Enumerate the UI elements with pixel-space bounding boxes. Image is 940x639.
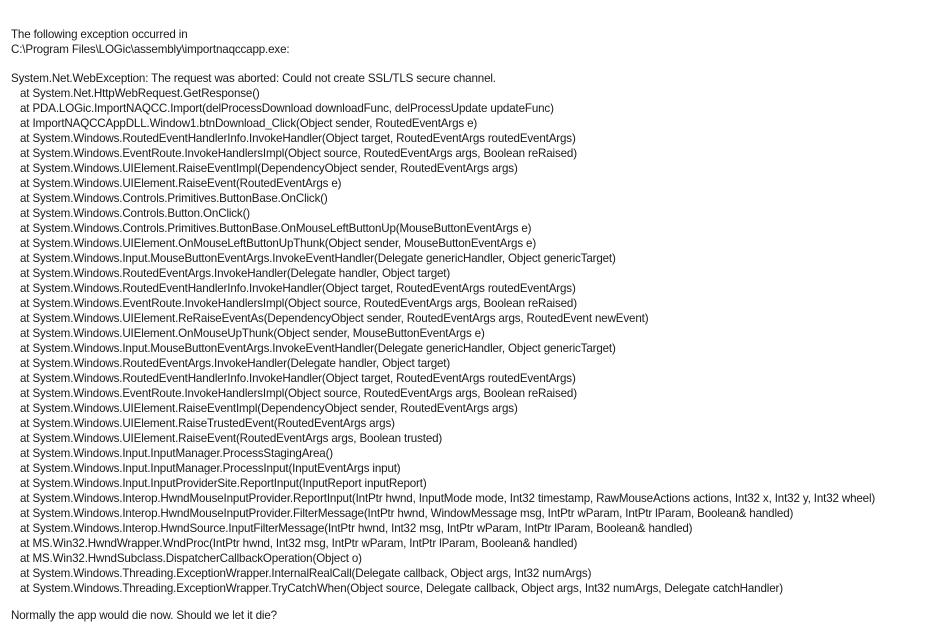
stack-frame: at System.Windows.Interop.HwndSource.InputFilterMessage(IntPtr hwnd, Int32 msg, IntPtr wParam, IntPtr lParam, Boolean& handled)	[20, 522, 693, 535]
stack-frame: at System.Windows.UIElement.RaiseEventImpl(DependencyObject sender, RoutedEventArgs args)	[20, 162, 518, 175]
stack-frame: at System.Windows.Controls.Primitives.ButtonBase.OnMouseLeftButtonUp(MouseButtonEventArgs e)	[20, 222, 532, 235]
stack-frame: at PDA.LOGic.ImportNAQCC.Import(delProcessDownload downloadFunc, delProcessUpdate updateFunc)	[20, 102, 554, 115]
exception-message: System.Net.WebException: The request was aborted: Could not create SSL/TLS secure channel.	[11, 72, 496, 85]
stack-frame: at System.Windows.RoutedEventHandlerInfo.InvokeHandler(Object target, RoutedEventArgs routedEventArgs)	[20, 282, 576, 295]
stack-frame: at System.Windows.UIElement.RaiseEvent(RoutedEventArgs e)	[20, 177, 342, 190]
stack-frame: at System.Windows.Interop.HwndMouseInputProvider.FilterMessage(IntPtr hwnd, WindowMessage msg, IntPtr wParam, IntPtr lParam, Boolean& handled)	[20, 507, 794, 520]
stack-frame: at System.Net.HttpWebRequest.GetResponse()	[20, 87, 260, 100]
stack-frame: at MS.Win32.HwndWrapper.WndProc(IntPtr hwnd, Int32 msg, IntPtr wParam, IntPtr lParam, Boolean& handled)	[20, 537, 578, 550]
stack-frame: at System.Windows.Input.MouseButtonEventArgs.InvokeEventHandler(Delegate genericHandler, Object genericTarget)	[20, 252, 616, 265]
stack-frame: at System.Windows.RoutedEventHandlerInfo.InvokeHandler(Object target, RoutedEventArgs routedEventArgs)	[20, 372, 576, 385]
stack-frame: at System.Windows.EventRoute.InvokeHandlersImpl(Object source, RoutedEventArgs args, Boolean reRaised)	[20, 147, 577, 160]
stack-frame: at System.Windows.Input.InputManager.ProcessInput(InputEventArgs input)	[20, 462, 401, 475]
stack-frame: at System.Windows.EventRoute.InvokeHandlersImpl(Object source, RoutedEventArgs args, Boolean reRaised)	[20, 387, 577, 400]
stack-frame: at System.Windows.UIElement.RaiseTrustedEvent(RoutedEventArgs args)	[20, 417, 395, 430]
stack-frame: at System.Windows.RoutedEventArgs.InvokeHandler(Delegate handler, Object target)	[20, 357, 451, 370]
header-intro: The following exception occurred in	[11, 28, 188, 41]
stack-frame: at System.Windows.RoutedEventArgs.InvokeHandler(Delegate handler, Object target)	[20, 267, 451, 280]
stack-trace	[11, 86, 936, 596]
stack-frame: at ImportNAQCCAppDLL.Window1.btnDownload_Click(Object sender, RoutedEventArgs e)	[20, 117, 478, 130]
stack-frame: at System.Windows.UIElement.ReRaiseEventAs(DependencyObject sender, RoutedEventArgs args, RoutedEvent newEvent)	[20, 312, 649, 325]
stack-frame: at System.Windows.Input.InputProviderSite.ReportInput(InputReport inputReport)	[20, 477, 427, 490]
stack-frame: at System.Windows.Threading.ExceptionWrapper.TryCatchWhen(Object source, Delegate callback, Object args, Int32 numArgs, Delegate catchHandler)	[20, 582, 783, 595]
stack-frame: at System.Windows.UIElement.RaiseEventImpl(DependencyObject sender, RoutedEventArgs args)	[20, 402, 518, 415]
stack-frame: at MS.Win32.HwndSubclass.DispatcherCallbackOperation(Object o)	[20, 552, 362, 565]
spacer	[11, 57, 936, 71]
stack-frame: at System.Windows.UIElement.RaiseEvent(RoutedEventArgs args, Boolean trusted)	[20, 432, 443, 445]
die-question: Normally the app would die now. Should we let it die?	[11, 609, 277, 622]
stack-frame: at System.Windows.Controls.Primitives.ButtonBase.OnClick()	[20, 192, 328, 205]
stack-frame: at System.Windows.UIElement.OnMouseLeftButtonUpThunk(Object sender, MouseButtonEventArgs e)	[20, 237, 537, 250]
stack-frame: at System.Windows.Input.MouseButtonEventArgs.InvokeEventHandler(Delegate genericHandler, Object genericTarget)	[20, 342, 616, 355]
stack-frame: at System.Windows.Controls.Button.OnClick()	[20, 207, 251, 220]
stack-frame: at System.Windows.Threading.ExceptionWrapper.InternalRealCall(Delegate callback, Object args, Int32 numArgs)	[20, 567, 592, 580]
exception-dialog-content	[11, 27, 936, 623]
stack-frame: at System.Windows.UIElement.OnMouseUpThunk(Object sender, MouseButtonEventArgs e)	[20, 327, 485, 340]
stack-frame: at System.Windows.Interop.HwndMouseInputProvider.ReportInput(IntPtr hwnd, InputMode mode, Int32 timestamp, RawMouseActions actions, Int32 x, Int32 y, Int32 wheel)	[20, 492, 876, 505]
stack-frame: at System.Windows.RoutedEventHandlerInfo.InvokeHandler(Object target, RoutedEventArgs routedEventArgs)	[20, 132, 576, 145]
exe-path: C:\Program Files\LOGic\assembly\importnaqccapp.exe:	[11, 43, 290, 56]
stack-frame: at System.Windows.Input.InputManager.ProcessStagingArea()	[20, 447, 334, 460]
stack-frame: at System.Windows.EventRoute.InvokeHandlersImpl(Object source, RoutedEventArgs args, Boolean reRaised)	[20, 297, 577, 310]
